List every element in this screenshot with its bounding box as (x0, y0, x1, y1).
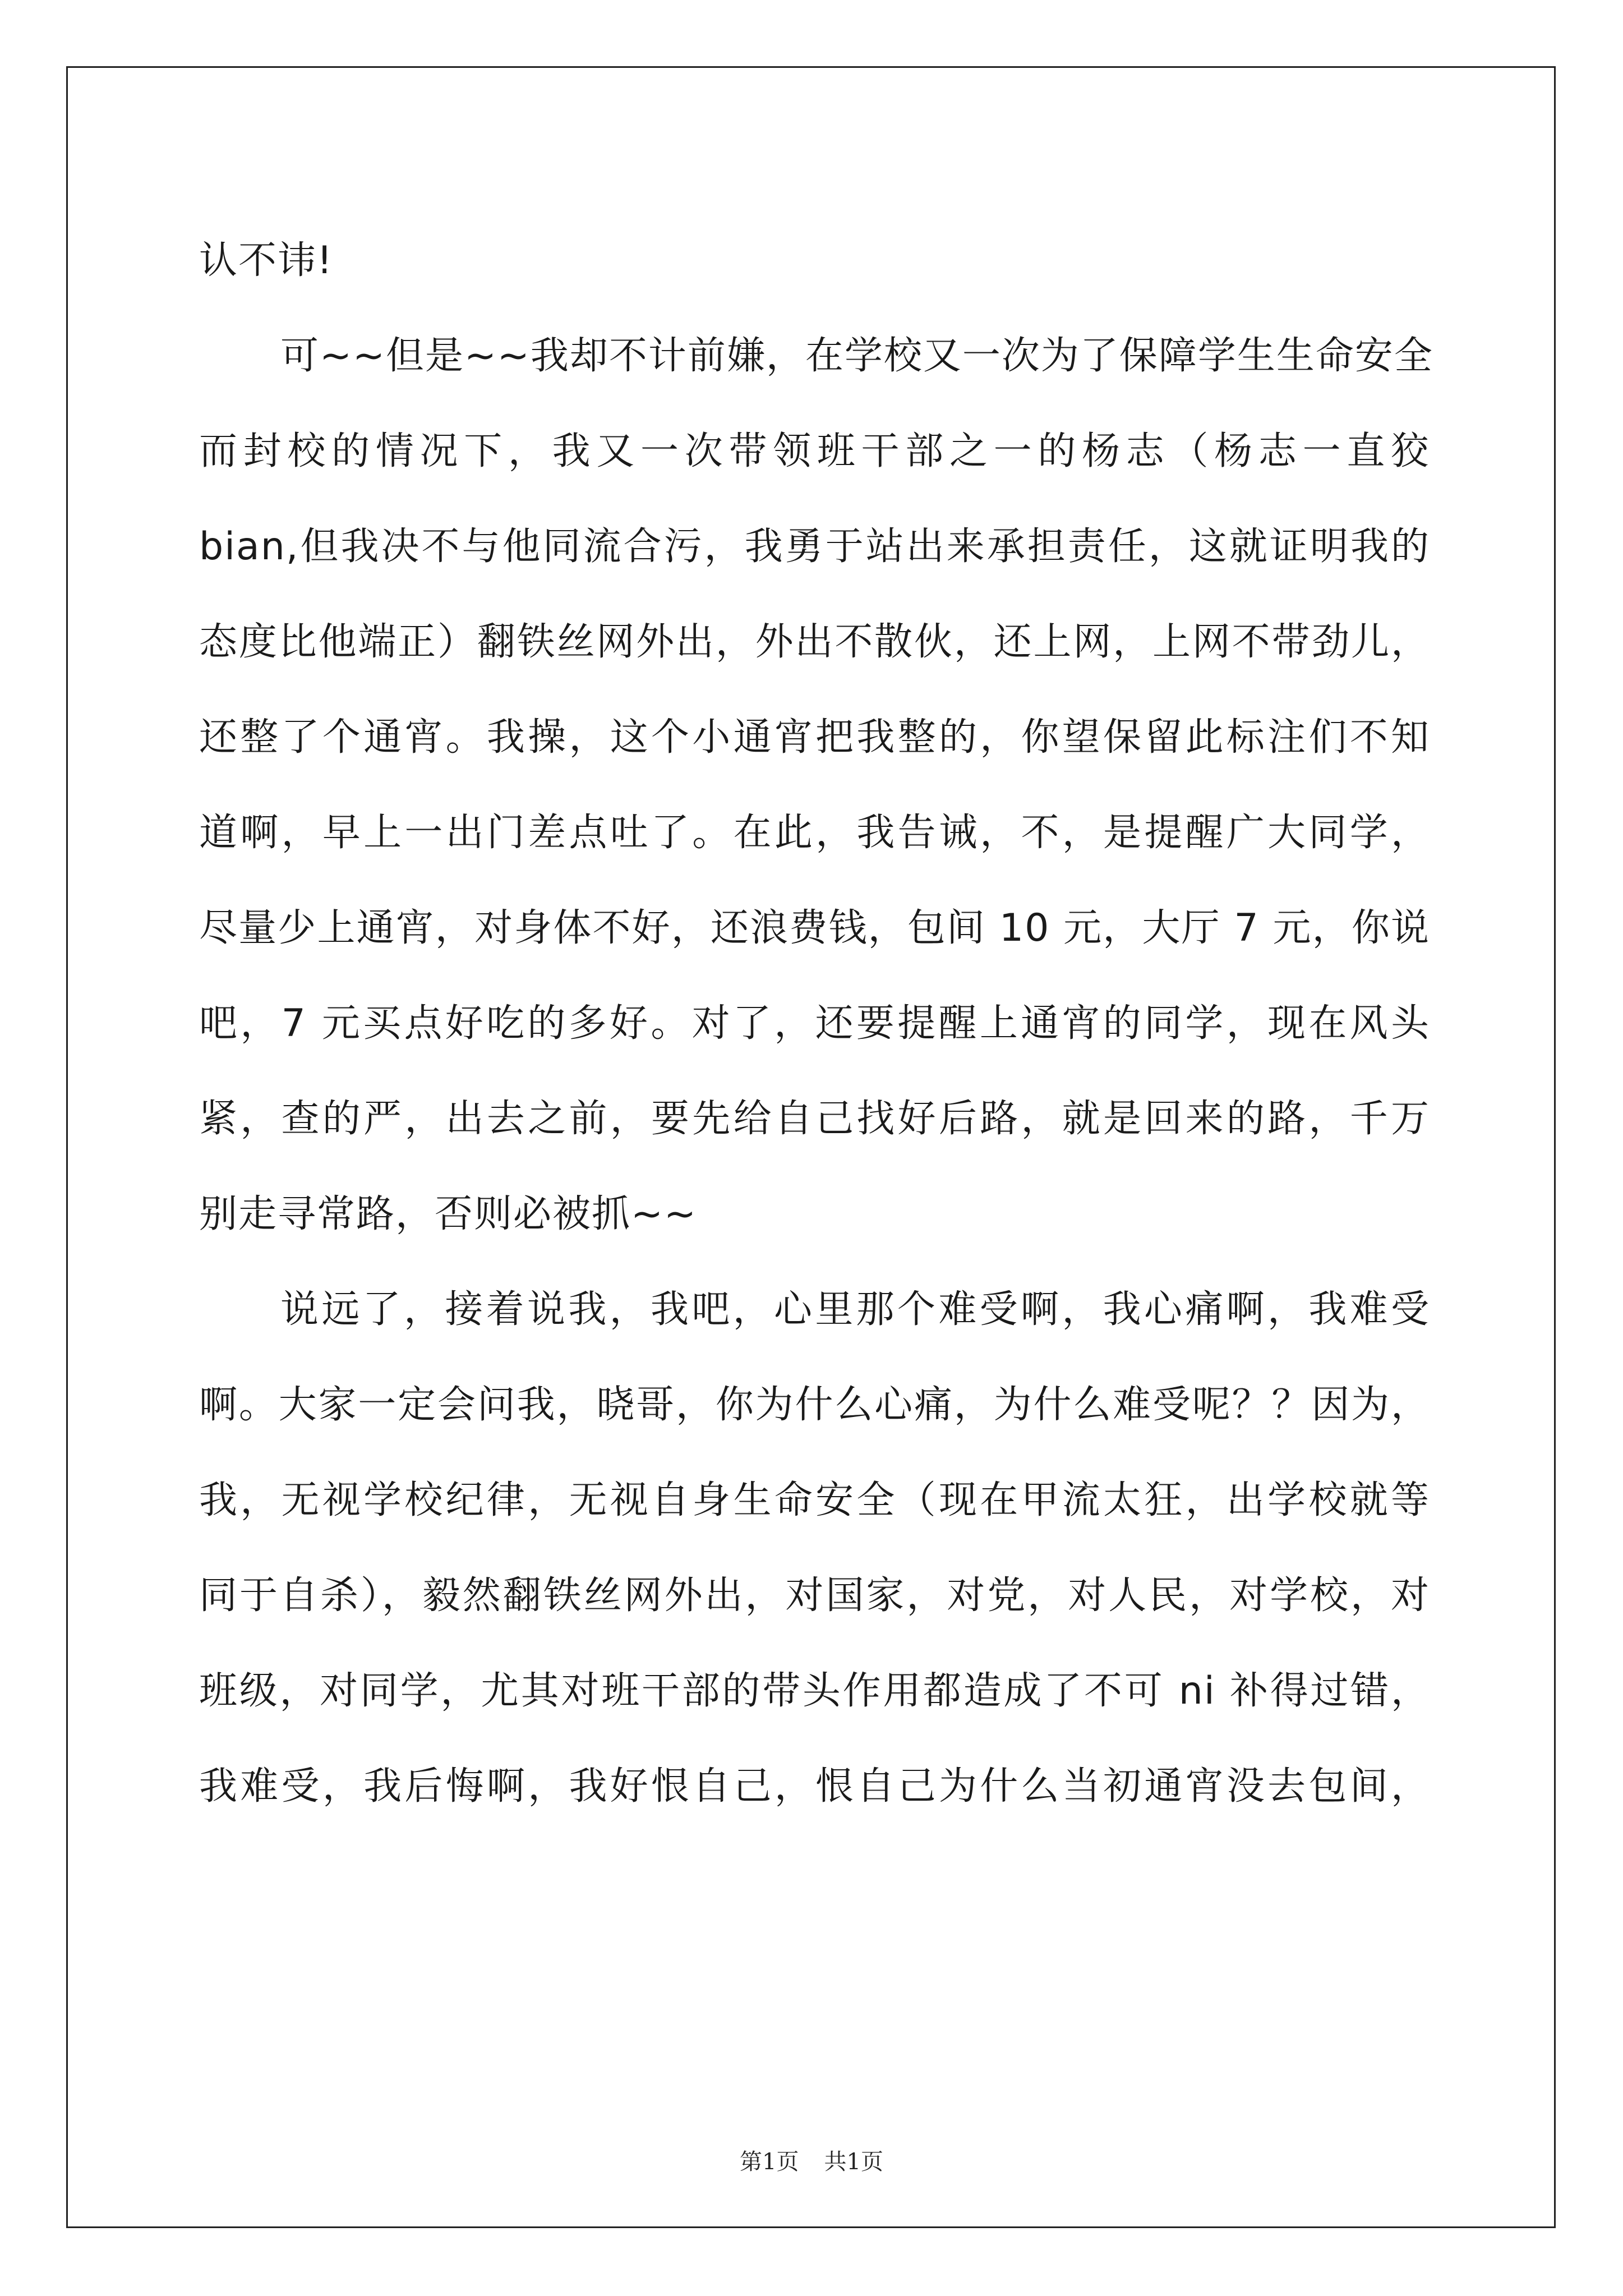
page-number-current: 第1页 (740, 2149, 799, 2175)
text-line: 紧，查的严，出去之前，要先给自己找好后路，就是回来的路，千万 (199, 1097, 1430, 1141)
paragraph-first-line: 说远了，接着说我，我吧，心里那个难受啊，我心痛啊，我难受 (280, 1287, 1430, 1332)
text-line: 态度比他端正）翻铁丝网外出，外出不散伙，还上网，上网不带劲儿， (199, 620, 1430, 664)
text-line: 尽量少上通宵，对身体不好，还浪费钱，包间 10 元，大厅 7 元，你说 (199, 906, 1430, 950)
text-line: bian,但我决不与他同流合污，我勇于站出来承担责任，这就证明我的 (199, 524, 1430, 569)
paragraph-first-line: 可~~但是~~我却不计前嫌，在学校又一次为了保障学生生命安全 (280, 334, 1433, 378)
text-line: 还整了个通宵。我操，这个小通宵把我整的，你望保留此标注们不知 (199, 715, 1430, 760)
text-line: 认不讳! (199, 238, 334, 283)
page-number-total: 共1页 (824, 2149, 883, 2175)
text-line: 别走寻常路，否则必被抓~~ (199, 1192, 697, 1236)
text-line: 啊。大家一定会问我，晓哥，你为什么心痛，为什么难受呢？？因为， (199, 1383, 1430, 1427)
text-line: 我难受，我后悔啊，我好恨自己，恨自己为什么当初通宵没去包间， (199, 1764, 1430, 1809)
page-footer (0, 2144, 1623, 2176)
text-line: 吧，7 元买点好吃的多好。对了，还要提醒上通宵的同学，现在风头 (199, 1001, 1430, 1046)
text-line: 同于自杀），毅然翻铁丝网外出，对国家，对党，对人民，对学校，对 (199, 1573, 1430, 1618)
text-line: 道啊，早上一出门差点吐了。在此，我告诫，不，是提醒广大同学， (199, 811, 1430, 855)
text-line: 班级，对同学，尤其对班干部的带头作用都造成了不可 ni 补得过错， (199, 1669, 1430, 1713)
text-line: 我，无视学校纪律，无视自身生命安全（现在甲流太狂，出学校就等 (199, 1478, 1430, 1522)
text-line: 而封校的情况下，我又一次带领班干部之一的杨志（杨志一直狡 (199, 429, 1430, 473)
